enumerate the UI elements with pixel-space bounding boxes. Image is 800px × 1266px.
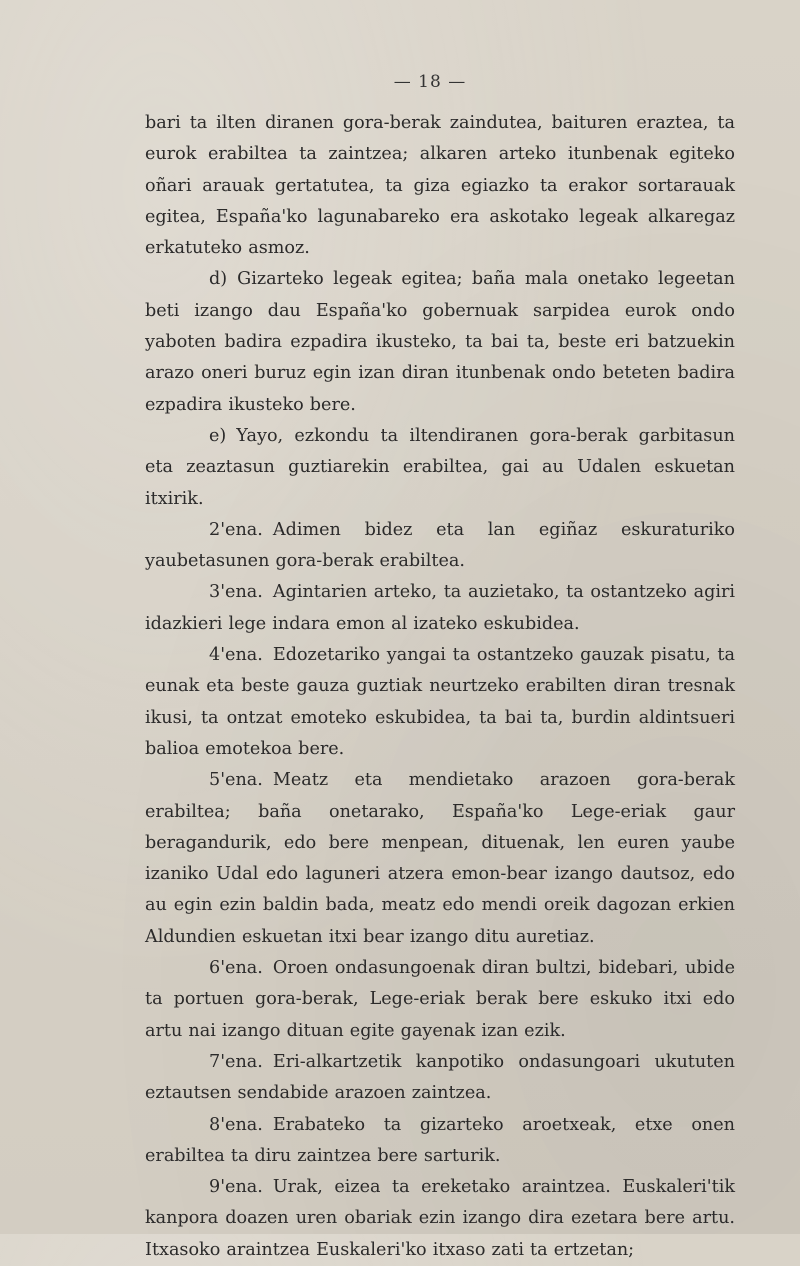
- paragraph-label: 8'ena.: [209, 1114, 263, 1135]
- paragraph-text: Eri-alkartzetik kanpotiko ondasungoari ukututen eztautsen sendabide arazoen zaintzea.: [145, 1051, 735, 1104]
- paragraph-continuation: [145, 108, 735, 264]
- body-text: [145, 108, 735, 1266]
- paragraph-label: 7'ena.: [209, 1051, 263, 1072]
- paragraph-label: 4'ena.: [209, 645, 263, 666]
- paragraph-text: Meatz eta mendietako arazoen gora-berak erabiltea; baña onetarako, España'ko Lege-eriak gaur beragandurik, edo bere menpean, dituenak, len euren yaube izaniko Udal edo laguneri atzera emon-bear izango dautsoz, edo au egin ezin baldin bada, meatz edo mendi oreik dagozan erkien Aldundien eskuetan itxi bear izango ditu auretiaz.: [145, 770, 735, 947]
- paragraph-label: e): [209, 425, 227, 446]
- paragraph-text: Oroen ondasungoenak diran bultzi, bidebari, ubide ta portuen gora-berak, Lege-eriak berak bere eskuko itxi edo artu nai izango dituan egite gayenak izan ezik.: [145, 958, 735, 1041]
- paragraph-label: 6'ena.: [209, 958, 263, 979]
- paragraph-label: 3'ena.: [209, 582, 263, 603]
- paragraph-label: 5'ena.: [209, 770, 263, 791]
- paragraph-6: [145, 953, 735, 1047]
- paragraph-label: 9'ena.: [209, 1177, 263, 1198]
- paragraph-text: Edozetariko yangai ta ostantzeko gauzak pisatu, ta eunak eta beste gauza guztiak neurtzeko erabilten diran tresnak ikusi, ta ontzat emoteko eskubidea, ta bai ta, burdin aldintsueri balioa emotekoa bere.: [145, 645, 735, 759]
- paragraph-text: Erabateko ta gizarteko aroetxeak, etxe onen erabiltea ta diru zaintzea bere sarturik.: [145, 1114, 735, 1166]
- paragraph-text: Adimen bidez eta lan egiñaz eskuraturiko yaubetasunen gora-berak erabiltea.: [145, 519, 735, 572]
- paragraph-text: Agintarien arteko, ta auzietako, ta ostantzeko agiri idazkieri lege indara emon al izateko eskubidea.: [145, 582, 735, 634]
- paragraph-8: [145, 1110, 735, 1173]
- paragraph-e: [145, 421, 735, 515]
- paragraph-text: bari ta ilten diranen gora-berak zaindutea, baituren eraztea, ta eurok erabiltea ta zaintzea; alkaren arteko itunbenak egiteko oñari arauak gertatutea, ta giza egiazko ta erakor sortarauak egitea, España'ko lagunabareko era askotako legeak alkaregaz erkatuteko asmoz.: [145, 113, 735, 259]
- paragraph-9: [145, 1172, 735, 1266]
- paragraph-7: [145, 1047, 735, 1110]
- paragraph-text: Urak, eizea ta ereketako araintzea. Euskaleri'tik kanpora doazen uren obariak ezin izango dira ezetara bere artu. Itxasoko araintzea Euskaleri'ko itxaso zati ta ertzetan;: [145, 1177, 735, 1260]
- paragraph-5: [145, 765, 735, 953]
- paragraph-text: Gizarteko legeak egitea; baña mala onetako legeetan beti izango dau España'ko gobernuak sarpidea eurok ondo yaboten badira ezpadira ikusteko, ta bai ta, beste eri batzuekin arazo oneri buruz egin izan diran itunbenak ondo beteten badira ezpadira ikusteko bere.: [145, 269, 735, 415]
- paragraph-text: Yayo, ezkondu ta iltendiranen gora-berak garbitasun eta zeaztasun guztiarekin erabiltea, gai au Udalen eskuetan itxirik.: [145, 425, 735, 509]
- page-number: — 18 —: [393, 72, 467, 92]
- paragraph-label: 2'ena.: [209, 519, 263, 540]
- paragraph-2: [145, 515, 735, 578]
- paragraph-4: [145, 640, 735, 765]
- paragraph-3: [145, 577, 735, 640]
- paragraph-label: d): [209, 269, 228, 290]
- paragraph-d: [145, 264, 735, 420]
